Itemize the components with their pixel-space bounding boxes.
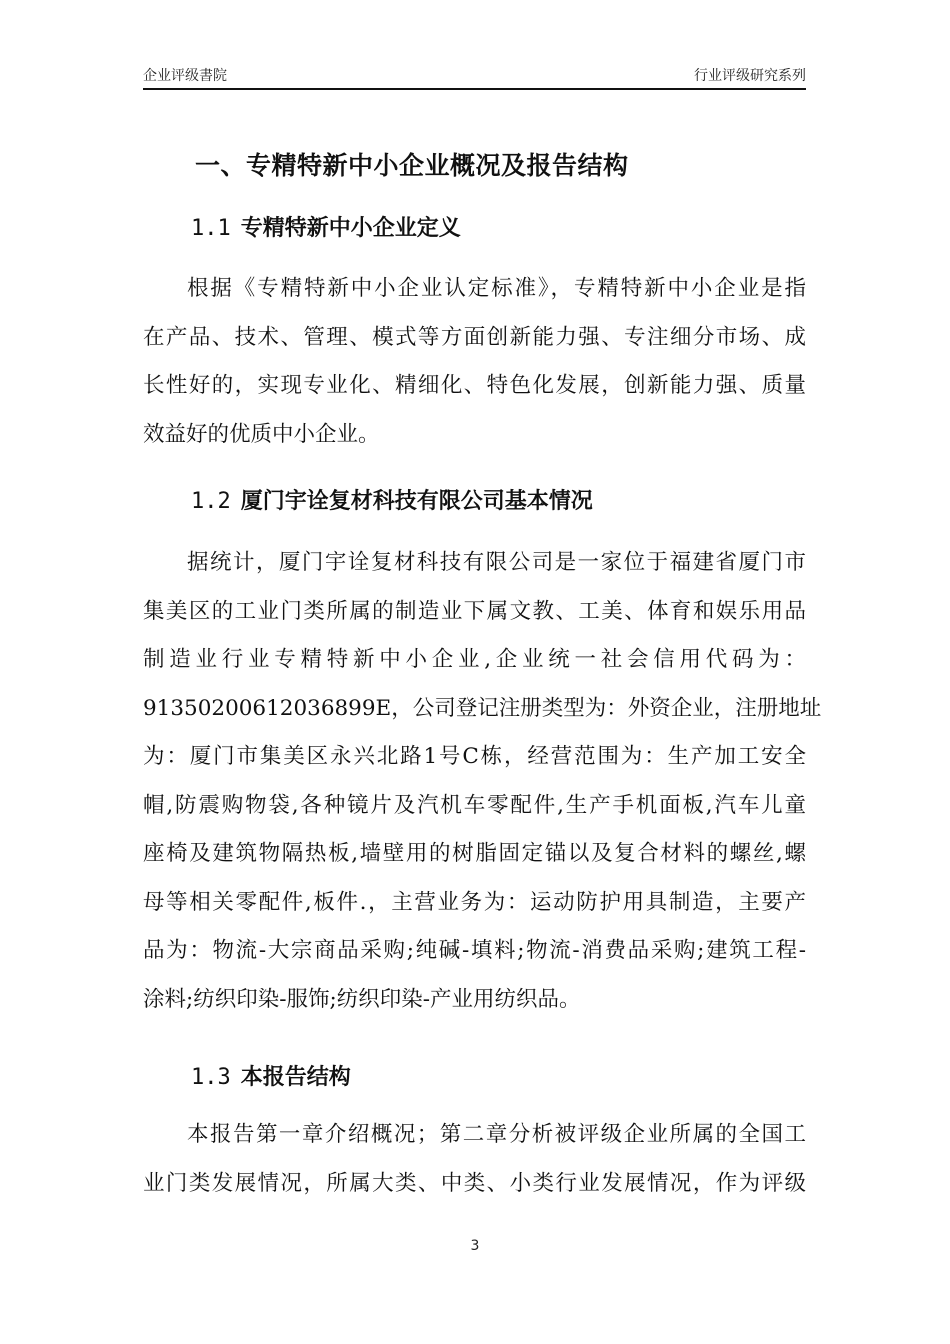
text-line: 在产品、技术、管理、模式等方面创新能力强、专注细分市场、成 (143, 324, 806, 350)
text-line: 根据《专精特新中小企业认定标准》，专精特新中小企业是指 (187, 276, 806, 301)
section-heading-1-3 (191, 1060, 351, 1091)
section-1-2-paragraph (143, 539, 822, 1024)
page-number: 3 (470, 1238, 480, 1254)
text-line: 帽,防震购物袋,各种镜片及汽机车零配件,生产手机面板,汽车儿童 (143, 792, 806, 818)
text-line: 涂料;纺织印染-服饰;纺织印染-产业用纺织品。 (143, 986, 581, 1012)
section-number: 1.1 (191, 216, 231, 241)
text-line: 91350200612036899E，公司登记注册类型为：外资企业，注册地址 (143, 695, 822, 721)
text-line: 制造业行业专精特新中小企业,企业统一社会信用代码为： (143, 647, 806, 672)
text-line: 据统计，厦门宇诠复材科技有限公司是一家位于福建省厦门市 (187, 550, 806, 575)
section-number: 1.2 (191, 489, 231, 514)
section-title: 专精特新中小企业定义 (240, 216, 461, 241)
text-line: 业门类发展情况，所属大类、中类、小类行业发展情况，作为评级 (143, 1170, 806, 1196)
header-series: 行业评级研究系列 (694, 68, 806, 84)
text-line: 本报告第一章介绍概况；第二章分析被评级企业所属的全国工 (187, 1122, 806, 1147)
text-line: 集美区的工业门类所属的制造业下属文教、工美、体育和娱乐用品 (143, 598, 806, 624)
header-publisher: 企业评级書院 (143, 68, 227, 84)
text-line: 长性好的，实现专业化、精细化、特色化发展，创新能力强、质量 (143, 373, 806, 398)
section-heading-1-2 (191, 484, 593, 515)
section-number: 1.3 (191, 1065, 231, 1090)
text-line: 效益好的优质中小企业。 (143, 421, 380, 447)
text-line: 为：厦门市集美区永兴北路1号C栋，经营范围为：生产加工安全 (143, 744, 806, 769)
page-header (143, 66, 806, 90)
text-line: 母等相关零配件,板件.，主营业务为：运动防护用具制造，主要产 (143, 889, 806, 915)
chapter-title: 一、专精特新中小企业概况及报告结构 (195, 151, 629, 180)
section-heading-1-1 (191, 211, 461, 242)
section-1-1-paragraph (143, 265, 806, 459)
section-title: 厦门宇诠复材科技有限公司基本情况 (240, 489, 593, 514)
section-1-3-paragraph (143, 1111, 806, 1208)
section-title: 本报告结构 (240, 1065, 351, 1090)
text-line: 品为：物流-大宗商品采购;纯碱-填料;物流-消费品采购;建筑工程- (143, 938, 806, 963)
text-line: 座椅及建筑物隔热板,墙壁用的树脂固定锚以及复合材料的螺丝,螺 (143, 841, 806, 866)
